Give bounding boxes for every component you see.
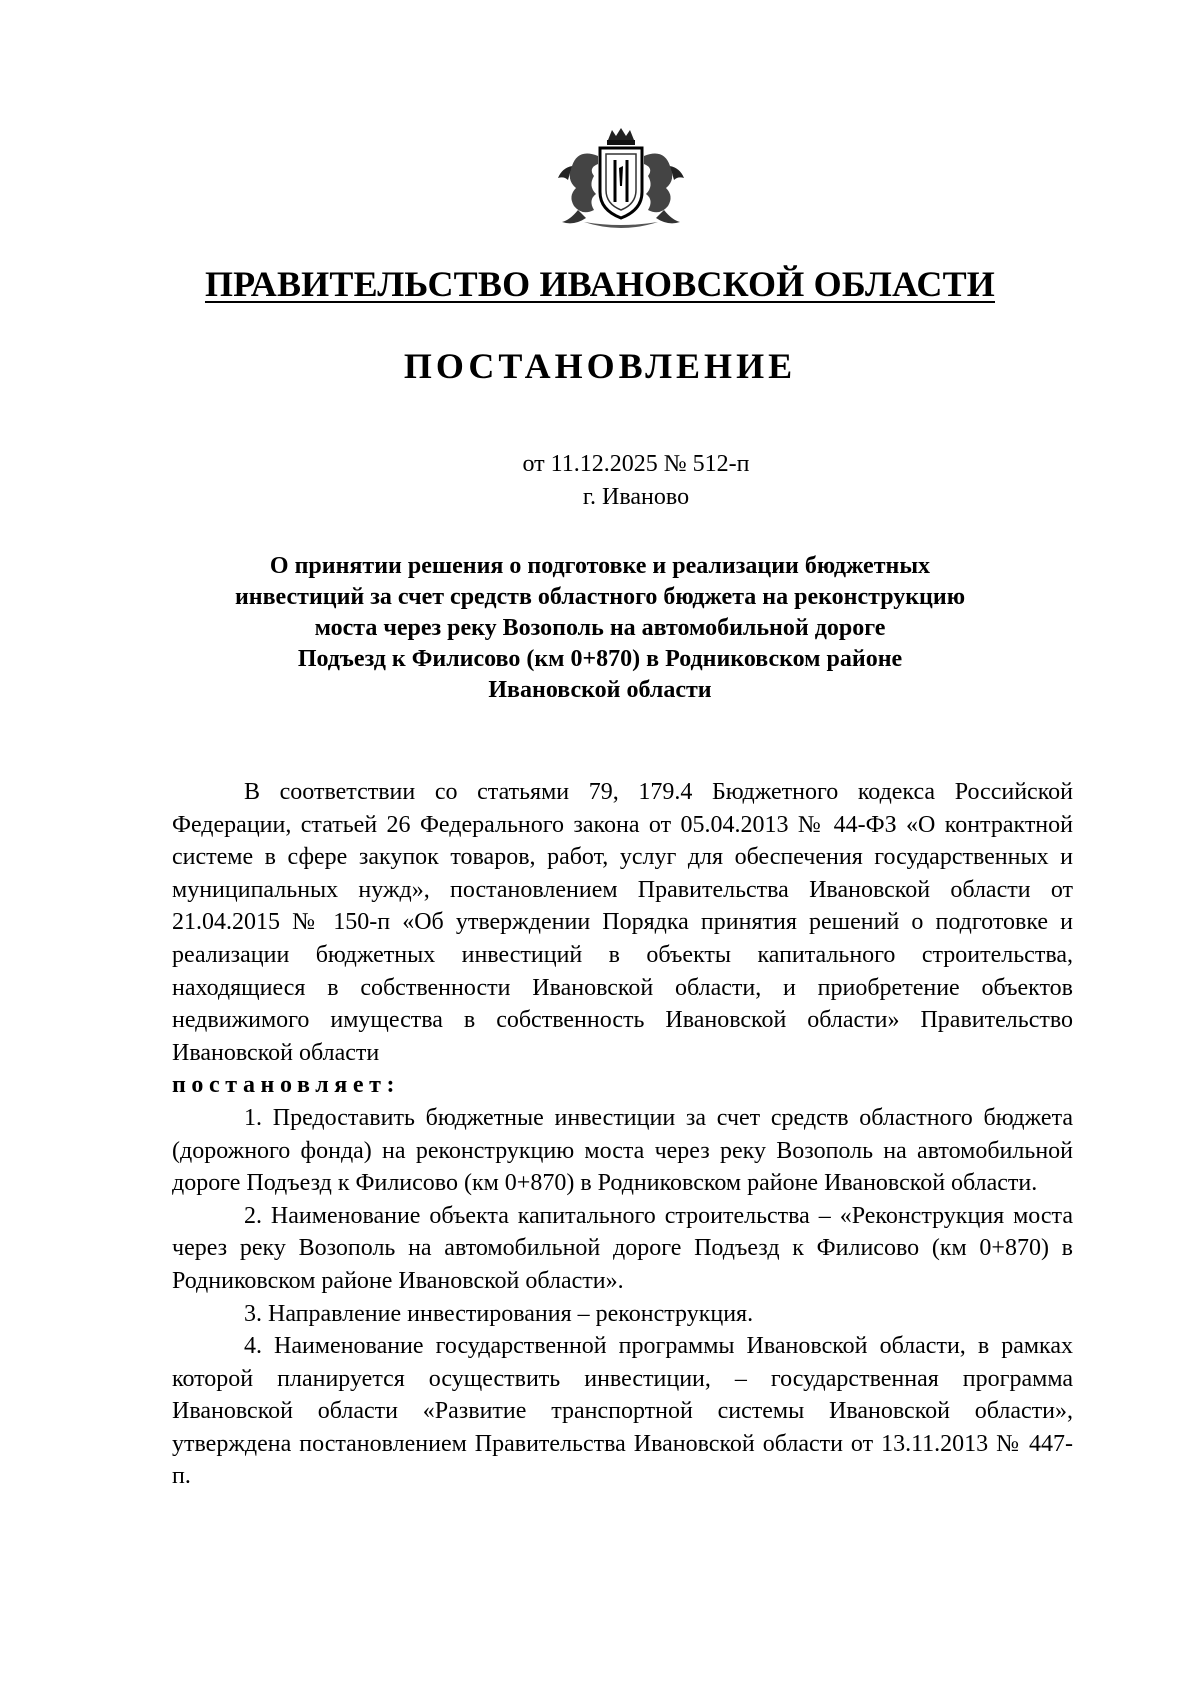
item-paragraph: 1. Предоставить бюджетные инвестиции за счет средств областного бюджета (дорожного фонда) на реконструкцию моста через реку Возополь на автомобильной дороге Подъезд к Филисово (км 0+870) в Родниковском районе Ивановской области. <box>172 1104 1073 1197</box>
document-date-number: от 11.12.2025 № 512-п <box>522 451 750 477</box>
item-paragraph: 3. Направление инвестирования – реконструкция. <box>244 1300 754 1327</box>
document-title <box>0 551 1200 706</box>
resolves-word <box>172 1069 1073 1102</box>
title-line: инвестиций за счет средств областного бюджета на реконструкцию <box>234 584 966 610</box>
resolves-text: постановляет: <box>172 1072 401 1099</box>
title-line: О принятии решения о подготовке и реализации бюджетных <box>269 553 931 579</box>
document-city: г. Иваново <box>582 484 690 510</box>
coat-of-arms-icon <box>548 126 694 234</box>
item-paragraph: 2. Наименование объекта капитального строительства – «Реконструкция моста через реку Возополь на автомобильной дороге Подъезд к Филисово (км 0+870) в Родниковском районе Ивановской области». <box>172 1202 1073 1294</box>
title-line: моста через реку Возополь на автомобильной дороге <box>314 615 886 641</box>
document-type: ПОСТАНОВЛЕНИЕ <box>403 346 797 386</box>
title-line: Подъезд к Филисово (км 0+870) в Родниковском районе <box>297 646 903 672</box>
organization-name <box>0 262 1200 306</box>
item-paragraph: 4. Наименование государственной программы Ивановской области, в рамках которой планируется осуществить инвестиции, – государственная программа Ивановской области «Развитие транспортной системы Ивановской области», утверждена постановлением Правительства Ивановской области от 13.11.2013 № 447-п. <box>172 1333 1073 1490</box>
title-line: Ивановской области <box>488 677 712 703</box>
document-body <box>172 776 1073 1493</box>
preamble-paragraph: В соответствии со статьями 79, 179.4 Бюджетного кодекса Российской Федерации, статьей 26 Федерального закона от 05.04.2013 № 44-ФЗ «О контрактной системе в сфере закупок товаров, работ, услуг для обеспечения государственных и муниципальных нужд», постановлением Правительства Ивановской области от 21.04.2015 № 150-п «Об утверждении Порядка принятия решений о подготовке и реализации бюджетных инвестиций в объекты капитального строительства, находящиеся в собственности Ивановской области, и приобретение объектов недвижимого имущества в собственность Ивановской области» Правительство Ивановской области <box>172 779 1073 1066</box>
organization-name-text: ПРАВИТЕЛЬСТВО ИВАНОВСКОЙ ОБЛАСТИ <box>204 264 995 304</box>
